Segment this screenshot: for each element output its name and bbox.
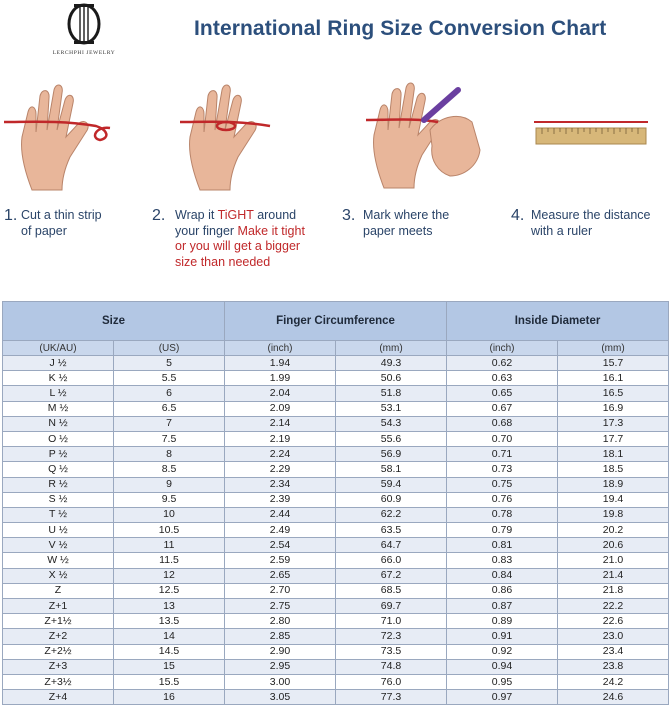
step-text-emphasis: TiGHT: [217, 208, 254, 222]
table-cell: 23.4: [558, 644, 669, 659]
table-cell: 0.89: [447, 614, 558, 629]
table-cell: 62.2: [336, 507, 447, 522]
table-row: [3, 386, 669, 401]
table-cell: 2.95: [225, 659, 336, 674]
table-cell: 0.83: [447, 553, 558, 568]
table-cell: 20.2: [558, 523, 669, 538]
table-cell: 12.5: [114, 583, 225, 598]
table-cell: 2.80: [225, 614, 336, 629]
table-cell: 8.5: [114, 462, 225, 477]
table-cell: 18.9: [558, 477, 669, 492]
step-number: 1.: [4, 207, 18, 224]
table-cell: Z+4: [3, 690, 114, 705]
table-cell: 0.67: [447, 401, 558, 416]
table-row: [3, 644, 669, 659]
table-cell: 23.0: [558, 629, 669, 644]
table-cell: Z+1½: [3, 614, 114, 629]
step-text: your finger: [175, 223, 238, 238]
table-cell: 2.70: [225, 583, 336, 598]
table-cell: 21.0: [558, 553, 669, 568]
ring-size-table: [2, 301, 669, 705]
table-cell: 17.3: [558, 416, 669, 431]
column-header: (US): [114, 341, 225, 356]
table-cell: 0.76: [447, 492, 558, 507]
table-cell: 0.62: [447, 356, 558, 371]
table-cell: 0.97: [447, 690, 558, 705]
column-header: (mm): [336, 341, 447, 356]
table-row: [3, 614, 669, 629]
table-cell: 23.8: [558, 659, 669, 674]
step-text-line: with a ruler: [531, 223, 593, 238]
table-cell: 7: [114, 416, 225, 431]
table-cell: 2.65: [225, 568, 336, 583]
table-cell: 73.5: [336, 644, 447, 659]
step-number: 4.: [511, 207, 525, 224]
table-cell: 0.86: [447, 583, 558, 598]
hand-marking-pen-icon: [360, 80, 485, 195]
table-cell: 15.5: [114, 674, 225, 689]
step-2: [152, 208, 327, 272]
step-text: around: [253, 208, 297, 222]
table-cell: 54.3: [336, 416, 447, 431]
table-cell: 2.54: [225, 538, 336, 553]
hand-wrapped-strip-icon: [170, 82, 285, 197]
table-cell: 58.1: [336, 462, 447, 477]
table-cell: 0.95: [447, 674, 558, 689]
table-cell: 1.99: [225, 371, 336, 386]
group-header-circumference: Finger Circumference: [225, 302, 447, 341]
step-text-line: size than needed: [175, 254, 271, 269]
step-text-line: or you will get a bigger: [175, 239, 301, 253]
group-header-size: Size: [3, 302, 225, 341]
table-cell: 8: [114, 447, 225, 462]
step-text-line: Cut a thin strip: [21, 208, 102, 222]
table-row: [3, 553, 669, 568]
table-row: [3, 507, 669, 522]
table-cell: 0.94: [447, 659, 558, 674]
table-row: [3, 538, 669, 553]
table-cell: K ½: [3, 371, 114, 386]
table-row: [3, 356, 669, 371]
table-row: [3, 690, 669, 705]
table-cell: 2.75: [225, 599, 336, 614]
table-row: [3, 401, 669, 416]
table-cell: R ½: [3, 477, 114, 492]
table-cell: X ½: [3, 568, 114, 583]
table-cell: 59.4: [336, 477, 447, 492]
table-cell: 24.2: [558, 674, 669, 689]
table-cell: M ½: [3, 401, 114, 416]
table-cell: 67.2: [336, 568, 447, 583]
table-cell: J ½: [3, 356, 114, 371]
table-cell: 76.0: [336, 674, 447, 689]
table-cell: 5.5: [114, 371, 225, 386]
table-cell: 20.6: [558, 538, 669, 553]
table-cell: 2.09: [225, 401, 336, 416]
table-cell: Z+1: [3, 599, 114, 614]
table-cell: 0.73: [447, 462, 558, 477]
table-cell: Z+3: [3, 659, 114, 674]
table-row: [3, 371, 669, 386]
table-cell: 0.63: [447, 371, 558, 386]
table-cell: P ½: [3, 447, 114, 462]
table-cell: 77.3: [336, 690, 447, 705]
step-1: [4, 208, 144, 248]
table-cell: 10: [114, 507, 225, 522]
lyre-logo-icon: [64, 2, 104, 48]
table-cell: 0.81: [447, 538, 558, 553]
page-title: International Ring Size Conversion Chart: [194, 17, 607, 40]
table-cell: 3.00: [225, 674, 336, 689]
table-cell: 24.6: [558, 690, 669, 705]
table-cell: 15.7: [558, 356, 669, 371]
table-cell: 7.5: [114, 431, 225, 446]
table-cell: 51.8: [336, 386, 447, 401]
table-cell: 0.78: [447, 507, 558, 522]
table-cell: L ½: [3, 386, 114, 401]
table-cell: 19.4: [558, 492, 669, 507]
table-row: [3, 523, 669, 538]
table-cell: 13: [114, 599, 225, 614]
column-header: (UK/AU): [3, 341, 114, 356]
table-cell: U ½: [3, 523, 114, 538]
table-cell: 53.1: [336, 401, 447, 416]
table-row: [3, 431, 669, 446]
table-row: [3, 674, 669, 689]
step-number: 3.: [342, 207, 356, 224]
table-cell: 50.6: [336, 371, 447, 386]
table-cell: S ½: [3, 492, 114, 507]
table-cell: 0.84: [447, 568, 558, 583]
table-cell: 9: [114, 477, 225, 492]
table-cell: 60.9: [336, 492, 447, 507]
table-cell: O ½: [3, 431, 114, 446]
table-cell: Z+2: [3, 629, 114, 644]
table-cell: Z: [3, 583, 114, 598]
table-cell: Z+3½: [3, 674, 114, 689]
table-cell: 2.39: [225, 492, 336, 507]
brand-name: LERCHPHI JEWELRY: [52, 50, 116, 56]
table-row: [3, 629, 669, 644]
step-4: [511, 208, 669, 248]
table-cell: N ½: [3, 416, 114, 431]
table-cell: 11: [114, 538, 225, 553]
step-text-line: Measure the distance: [531, 208, 651, 222]
table-cell: 16.5: [558, 386, 669, 401]
table-cell: 74.8: [336, 659, 447, 674]
table-cell: 16.1: [558, 371, 669, 386]
table-row: [3, 599, 669, 614]
table-row: [3, 447, 669, 462]
column-header: (inch): [225, 341, 336, 356]
table-cell: 55.6: [336, 431, 447, 446]
table-cell: 2.14: [225, 416, 336, 431]
table-cell: 18.1: [558, 447, 669, 462]
hand-with-strip-icon: [0, 82, 125, 197]
table-cell: 9.5: [114, 492, 225, 507]
step-text: Wrap it: [175, 208, 218, 222]
table-cell: 0.92: [447, 644, 558, 659]
step-3: [342, 208, 492, 248]
table-cell: 63.5: [336, 523, 447, 538]
table-cell: 2.59: [225, 553, 336, 568]
table-cell: 0.71: [447, 447, 558, 462]
table-cell: 66.0: [336, 553, 447, 568]
table-body: [3, 356, 669, 705]
table-cell: 0.87: [447, 599, 558, 614]
table-cell: 2.04: [225, 386, 336, 401]
table-row: [3, 462, 669, 477]
table-cell: 19.8: [558, 507, 669, 522]
group-header-diameter: Inside Diameter: [447, 302, 669, 341]
table-cell: 5: [114, 356, 225, 371]
table-cell: 3.05: [225, 690, 336, 705]
table-cell: 17.7: [558, 431, 669, 446]
table-cell: 14.5: [114, 644, 225, 659]
table-cell: 64.7: [336, 538, 447, 553]
table-cell: 0.70: [447, 431, 558, 446]
brand-logo: [50, 2, 118, 64]
table-cell: 2.85: [225, 629, 336, 644]
table-cell: 0.68: [447, 416, 558, 431]
table-cell: 6.5: [114, 401, 225, 416]
ruler-with-strip-icon: [532, 118, 650, 150]
table-cell: 68.5: [336, 583, 447, 598]
table-cell: 11.5: [114, 553, 225, 568]
table-cell: 2.19: [225, 431, 336, 446]
table-cell: 22.6: [558, 614, 669, 629]
table-cell: 22.2: [558, 599, 669, 614]
table-cell: 6: [114, 386, 225, 401]
step-text-line: [175, 224, 305, 240]
table-cell: 12: [114, 568, 225, 583]
table-row: [3, 659, 669, 674]
table-cell: 14: [114, 629, 225, 644]
table-cell: 2.90: [225, 644, 336, 659]
table-cell: 72.3: [336, 629, 447, 644]
column-header: (inch): [447, 341, 558, 356]
table-cell: 13.5: [114, 614, 225, 629]
column-header: (mm): [558, 341, 669, 356]
table-cell: 69.7: [336, 599, 447, 614]
table-cell: 0.65: [447, 386, 558, 401]
table-cell: 2.44: [225, 507, 336, 522]
table-row: [3, 477, 669, 492]
table-row: [3, 568, 669, 583]
table-cell: 15: [114, 659, 225, 674]
table-cell: 2.24: [225, 447, 336, 462]
table-row: [3, 583, 669, 598]
step-text-line: of paper: [21, 223, 67, 238]
table-cell: V ½: [3, 538, 114, 553]
table-cell: 21.8: [558, 583, 669, 598]
table-cell: 0.79: [447, 523, 558, 538]
step-number: 2.: [152, 207, 166, 224]
table-cell: Q ½: [3, 462, 114, 477]
table-cell: 0.91: [447, 629, 558, 644]
table-cell: 18.5: [558, 462, 669, 477]
step-text-line: Mark where the: [363, 208, 450, 222]
table-cell: 2.29: [225, 462, 336, 477]
table-cell: 0.75: [447, 477, 558, 492]
step-text-emphasis: Make it tight: [237, 223, 305, 238]
table-cell: 16: [114, 690, 225, 705]
table-cell: 56.9: [336, 447, 447, 462]
table-cell: 1.94: [225, 356, 336, 371]
table-cell: 2.49: [225, 523, 336, 538]
table-cell: 16.9: [558, 401, 669, 416]
table-cell: 21.4: [558, 568, 669, 583]
table-cell: Z+2½: [3, 644, 114, 659]
table-cell: 49.3: [336, 356, 447, 371]
table-cell: W ½: [3, 553, 114, 568]
step-text-line: paper meets: [363, 223, 433, 238]
step-text-line: [175, 208, 305, 224]
table-cell: 10.5: [114, 523, 225, 538]
table-cell: T ½: [3, 507, 114, 522]
table-row: [3, 416, 669, 431]
table-row: [3, 492, 669, 507]
table-cell: 2.34: [225, 477, 336, 492]
table-cell: 71.0: [336, 614, 447, 629]
